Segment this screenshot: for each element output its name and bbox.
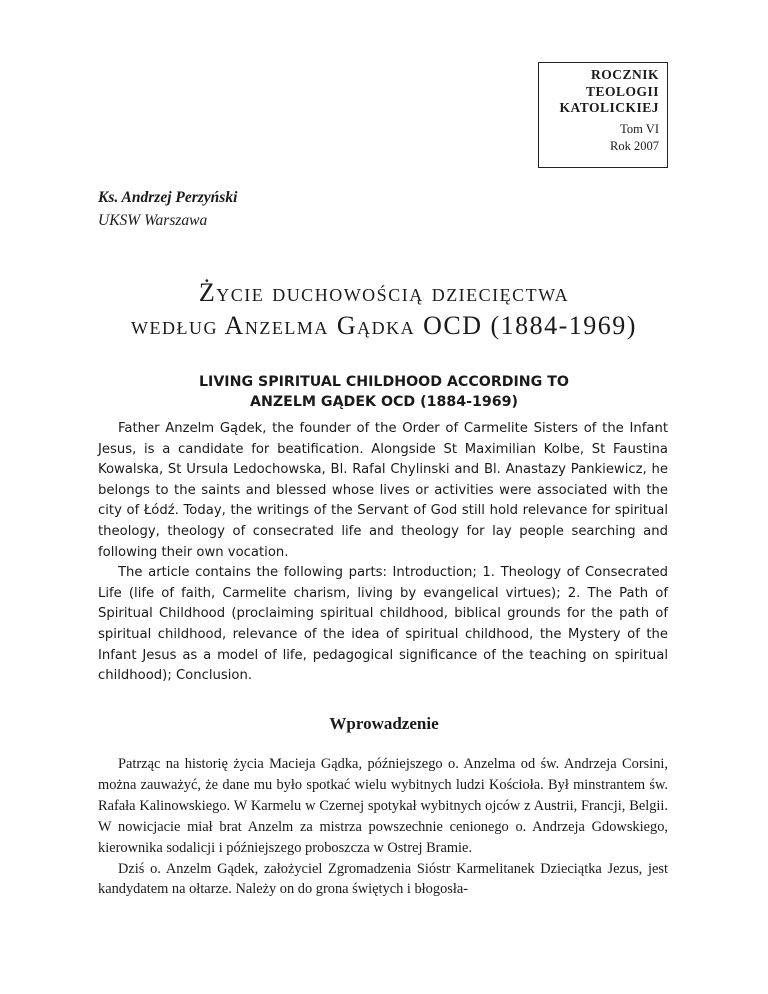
english-title-line: LIVING SPIRITUAL CHILDHOOD ACCORDING TO	[199, 374, 569, 390]
journal-year: Rok 2007	[610, 139, 659, 153]
author-affiliation: UKSW Warszawa	[98, 212, 208, 229]
author-block	[98, 186, 237, 232]
author-name: Ks. Andrzej Perzyński	[98, 189, 238, 206]
body-paragraph: Patrząc na historię życia Macieja Gądka, późniejszego o. Anzelma od św. Andrzeja Corsini, można zauważyć, że dane mu było spotkać wielu wybitnych ludzi Kościoła. Był minstrantem św. Rafała Kalinowskiego. W Karmelu w Czernej spotykał wybitnych ojców z Austrii, Francji, Belgii. W nowicjacie miał brat Anzelm za mistrza powszechnie cenionego o. Andrzeja Gdowskiego, kierownika sodalicji i późniejszego proboszcza w Ostrej Bramie.	[98, 756, 668, 856]
journal-name-line: ROCZNIK	[590, 67, 659, 82]
body-text	[98, 754, 668, 900]
journal-info-box	[538, 62, 668, 168]
journal-name	[539, 67, 659, 117]
abstract	[98, 419, 668, 687]
journal-volume: Tom VI	[620, 121, 659, 136]
english-title-line: ANZELM GĄDEK OCD (1884-1969)	[250, 394, 518, 410]
article-title	[60, 276, 708, 342]
journal-name-line: KATOLICKIEJ	[559, 100, 659, 115]
section-heading: Wprowadzenie	[329, 714, 439, 733]
article-title-line: według Anzelma Gądka OCD (1884-1969)	[131, 311, 637, 340]
abstract-paragraph: The article contains the following parts: Introduction; 1. Theology of Consecrated Life (life of faith, Carmelite charism, living by evangelical virtues); 2. The Path of Spiritual Childhood (proclaiming spiritual childhood, biblical grounds for the path of spiritual childhood, relevance of the idea of spiritual childhood, the Mystery of the Infant Jesus as a model of life, pedagogical significance of the teaching on spiritual childhood); Conclusion.	[98, 565, 668, 684]
english-title	[60, 372, 708, 412]
journal-meta	[539, 121, 659, 156]
journal-name-line: TEOLOGII	[585, 83, 659, 99]
abstract-paragraph: Father Anzelm Gądek, the founder of the Order of Carmelite Sisters of the Infant Jesus, is a candidate for beatification. Alongside St Maximilian Kolbe, St Faustina Kowalska, St Ursula Ledochowska, Bl. Rafal Chylinski and Bl. Anastazy Pankiewicz, he belongs to the saints and blessed whose lives or activities were associated with the city of Łódź. Today, the writings of the Servant of God still hold relevance for spiritual theology, theology of consecrated life and theology for lay people searching and following their own vocation.	[98, 421, 668, 560]
body-paragraph: Dziś o. Anzelm Gądek, założyciel Zgromadzenia Sióstr Karmelitanek Dzieciątka Jezus, jest kandydatem na ołtarze. Należy on do grona świętych i błogosła-	[98, 860, 668, 898]
article-title-line: Życie duchowością dziecięctwa	[198, 278, 570, 307]
